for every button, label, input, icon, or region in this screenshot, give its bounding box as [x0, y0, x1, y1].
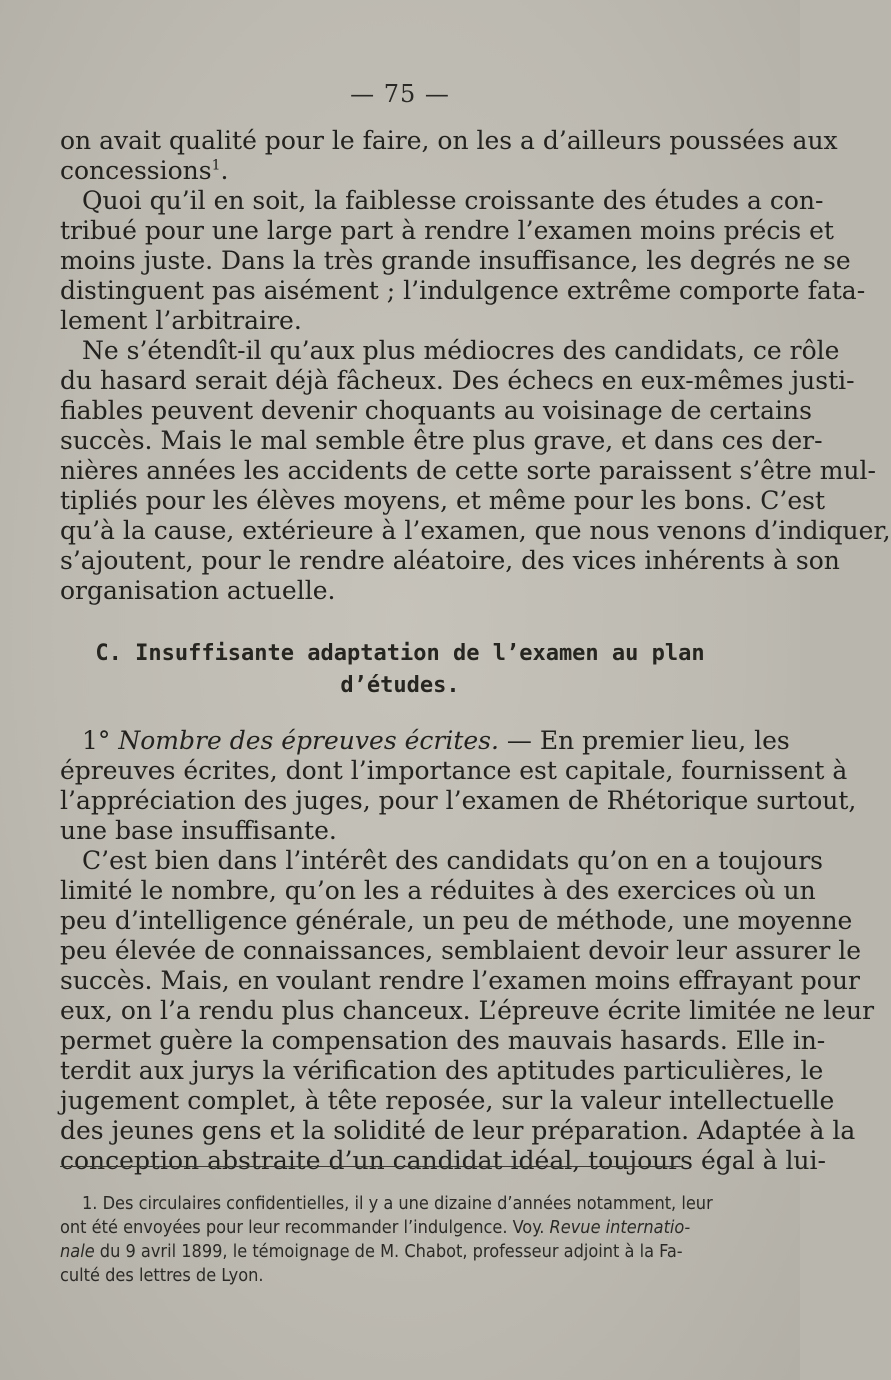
- text-line: Ne s’étendît-il qu’aux plus médiocres des candidats, ce rôle: [82, 336, 840, 365]
- paragraph-continuation: [60, 126, 866, 336]
- text-span: ont été envoyées pour leur recommander l’indulgence. Voy.: [60, 1217, 550, 1238]
- section-heading-line-1: C. Insuffisante adaptation de l’examen au plan: [95, 641, 705, 666]
- text-line: tipliés pour les élèves moyens, et même pour les bons. C’est: [60, 486, 825, 515]
- text-line: du hasard serait déjà fâcheux. Des échecs en eux-mêmes justi-: [60, 366, 855, 395]
- text-line: organisation actuelle.: [60, 576, 336, 605]
- text-line: lement l’arbitraire.: [60, 306, 302, 335]
- italic-title: Revue internatio-: [549, 1217, 691, 1238]
- paragraph-nombre-epreuves: [60, 726, 857, 846]
- text-line: épreuves écrites, dont l’importance est capitale, fournissent à: [60, 756, 848, 785]
- footnote-divider: [60, 1166, 682, 1167]
- text-span: concessions: [60, 156, 212, 185]
- text-line: C’est bien dans l’intérêt des candidats qu’on en a toujours: [82, 846, 823, 875]
- text-line: Quoi qu’il en soit, la faiblesse croissante des études a con-: [82, 186, 824, 215]
- text-line: nières années les accidents de cette sorte paraissent s’être mul-: [60, 456, 876, 485]
- text-span: — En premier lieu, les: [498, 726, 790, 755]
- footnote-line: [60, 1216, 691, 1240]
- text-span: du 9 avril 1899, le témoignage de M. Chabot, professeur adjoint à la Fa-: [94, 1241, 683, 1262]
- text-line: tribué pour une large part à rendre l’examen moins précis et: [60, 216, 834, 245]
- footnote-line: 1. Des circulaires confidentielles, il y a une dizaine d’années notamment, leur: [82, 1193, 713, 1214]
- italic-subheading: Nombre des épreuves écrites.: [118, 726, 499, 755]
- text-line: terdit aux jurys la vérification des aptitudes particulières, le: [60, 1056, 824, 1085]
- footnote-line: culté des lettres de Lyon.: [60, 1265, 264, 1286]
- text-line: [60, 156, 682, 186]
- text-line: qu’à la cause, extérieure à l’examen, que nous venons d’indiquer,: [60, 516, 891, 545]
- text-line: eux, on l’a rendu plus chanceux. L’épreuve écrite limitée ne leur: [60, 996, 875, 1025]
- text-line: distinguent pas aisément ; l’indulgence extrême comporte fata-: [60, 276, 866, 305]
- text-line: conception abstraite d’un candidat idéal, toujours égal à lui-: [60, 1146, 826, 1175]
- page-number-header: — 75 —: [350, 80, 450, 108]
- paragraph-ne-s-etendit: [60, 336, 891, 606]
- footnote-ref: 1: [211, 157, 221, 174]
- text-line: s’ajoutent, pour le rendre aléatoire, des vices inhérents à son: [60, 546, 840, 575]
- section-heading: [0, 638, 800, 702]
- text-line: des jeunes gens et la solidité de leur préparation. Adaptée à la: [60, 1116, 856, 1145]
- text-span: 1°: [82, 726, 119, 755]
- footnote: [60, 1192, 713, 1288]
- text-line: limité le nombre, qu’on les a réduites à des exercices où un: [60, 876, 816, 905]
- section-heading-line-2: d’études.: [340, 673, 460, 698]
- text-line: [60, 726, 790, 756]
- text-line: l’appréciation des juges, pour l’examen de Rhétorique surtout,: [60, 786, 857, 815]
- text-line: permet guère la compensation des mauvais hasards. Elle in-: [60, 1026, 826, 1055]
- text-span: .: [220, 156, 229, 185]
- italic-title: nale: [60, 1241, 95, 1262]
- text-line: fiables peuvent devenir choquants au voisinage de certains: [60, 396, 812, 425]
- paragraph-c-est-bien: [60, 846, 875, 1176]
- text-line: peu d’intelligence générale, un peu de méthode, une moyenne: [60, 906, 853, 935]
- text-line: jugement complet, à tête reposée, sur la valeur intellectuelle: [60, 1086, 835, 1115]
- text-line: une base insuffisante.: [60, 816, 337, 845]
- text-line: on avait qualité pour le faire, on les a d’ailleurs poussées aux: [60, 126, 838, 155]
- text-line: peu élevée de connaissances, semblaient devoir leur assurer le: [60, 936, 862, 965]
- text-line: succès. Mais le mal semble être plus grave, et dans ces der-: [60, 426, 823, 455]
- text-line: succès. Mais, en voulant rendre l’examen moins effrayant pour: [60, 966, 860, 995]
- footnote-line: [60, 1240, 682, 1264]
- text-line: moins juste. Dans la très grande insuffisance, les degrés ne se: [60, 246, 851, 275]
